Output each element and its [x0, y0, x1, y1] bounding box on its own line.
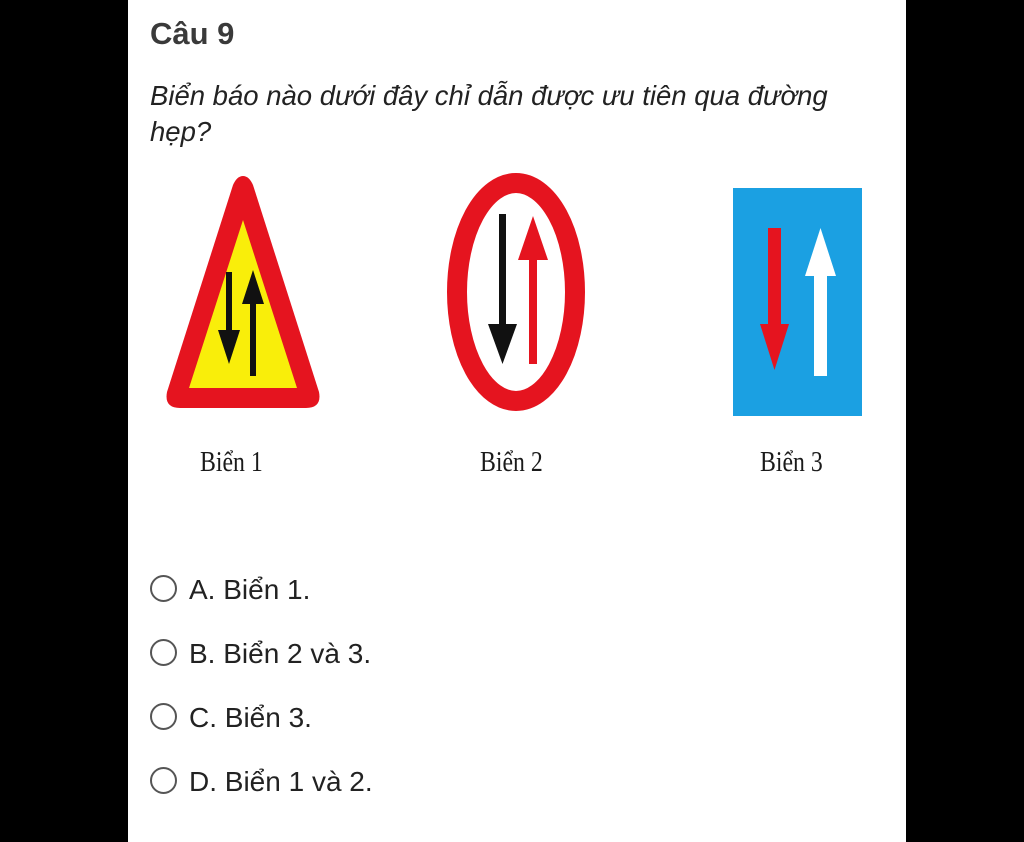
sign-caption-3: Biển 3 — [760, 446, 823, 478]
blue-square-priority-over-oncoming-icon — [733, 188, 862, 416]
warning-triangle-two-way-traffic-icon — [162, 170, 324, 415]
answer-option-c[interactable] — [150, 698, 312, 738]
radio-button-icon[interactable] — [150, 639, 177, 666]
option-label: C. Biển 3. — [189, 702, 312, 733]
radio-button-icon[interactable] — [150, 575, 177, 602]
question-title: Câu 9 — [150, 16, 235, 51]
question-text: Biển báo nào dưới đây chỉ dẫn được ưu tiên qua đường hẹp? — [150, 80, 828, 147]
answer-option-a[interactable] — [150, 570, 310, 610]
option-label: A. Biển 1. — [189, 574, 311, 605]
sign-caption-2: Biển 2 — [480, 446, 543, 478]
sign-caption-1: Biển 1 — [200, 446, 263, 478]
answer-option-b[interactable] — [150, 634, 371, 674]
prohibitory-circle-give-way-oncoming-icon — [446, 168, 586, 416]
answer-option-d[interactable] — [150, 762, 373, 802]
question-panel — [128, 0, 906, 842]
option-label: D. Biển 1 và 2. — [189, 766, 373, 797]
radio-button-icon[interactable] — [150, 703, 177, 730]
radio-button-icon[interactable] — [150, 767, 177, 794]
option-label: B. Biển 2 và 3. — [189, 638, 372, 669]
